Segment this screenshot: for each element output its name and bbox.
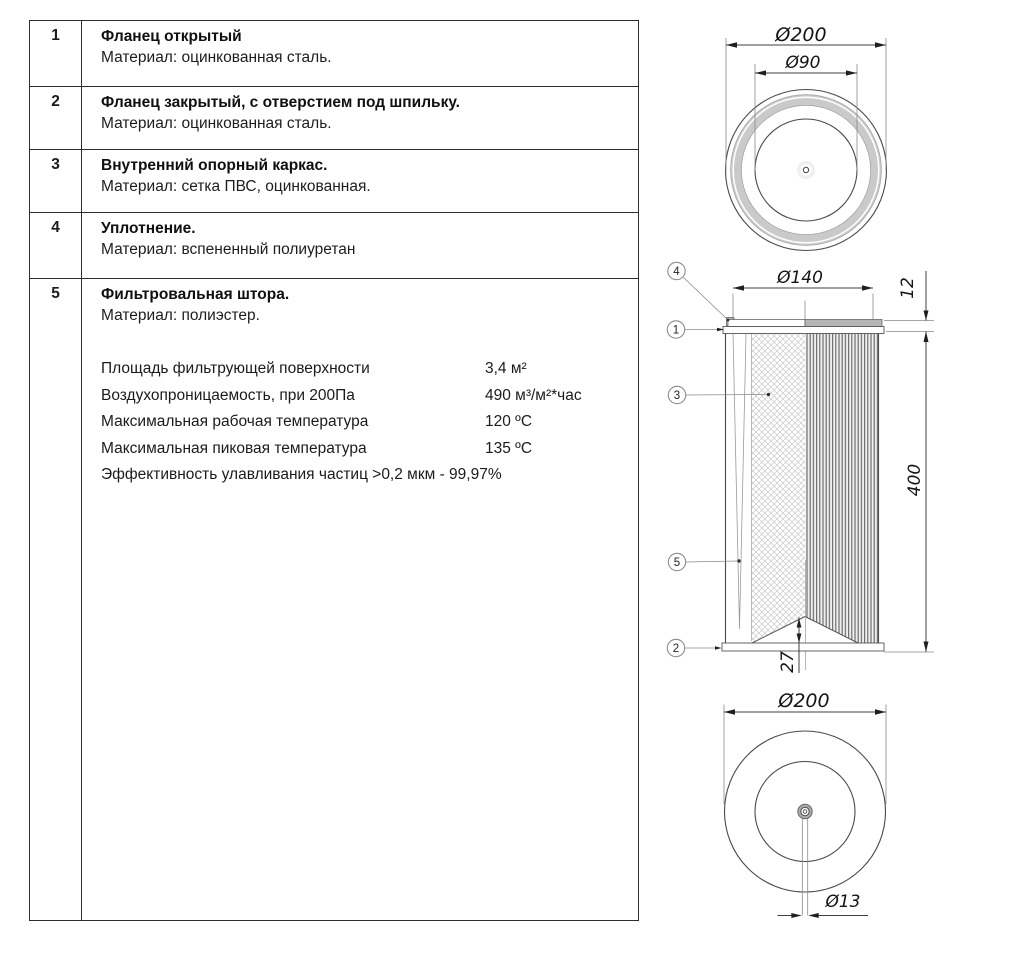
dim-stud-hole-diameter: Ø13 <box>825 892 861 912</box>
center-mark <box>803 167 808 172</box>
top-view <box>726 24 887 251</box>
part-title: Фильтровальная штора. <box>101 286 290 303</box>
dim-inner-diameter: Ø90 <box>785 53 821 73</box>
row-number: 5 <box>30 279 82 920</box>
spec-value: 135 ºС <box>485 439 533 457</box>
row-number: 1 <box>30 21 82 86</box>
support-mesh <box>751 333 805 643</box>
part-material: Материал: сетка ПВС, оцинкованная. <box>101 178 371 195</box>
top-rim <box>723 327 884 334</box>
svg-text:2: 2 <box>672 643 680 655</box>
svg-text:1: 1 <box>672 324 680 337</box>
spec-label: Площадь фильтрующей поверхности <box>101 360 370 377</box>
spec-label: Воздухопроницаемость, при 200Па <box>101 386 355 404</box>
spec-value: 490 м³/м²*час <box>485 386 582 404</box>
svg-text:3: 3 <box>673 390 681 402</box>
dim-flange-height: 12 <box>898 277 918 299</box>
part-title: Уплотнение. <box>101 220 196 237</box>
part-title: Фланец закрытый, с отверстием под шпильку. <box>101 94 460 111</box>
dim-bottom-outer-diameter: Ø200 <box>778 690 830 712</box>
row-number: 2 <box>30 87 82 149</box>
row-number: 4 <box>30 213 82 278</box>
top-flange-left <box>728 320 805 327</box>
bottom-flange <box>722 643 884 651</box>
spec-value: 3,4 м² <box>485 360 527 377</box>
part-material: Материал: вспененный полиуретан <box>101 241 356 258</box>
side-view <box>667 262 934 673</box>
spec-value: 120 ºС <box>485 413 533 430</box>
part-material: Материал: полиэстер. <box>101 307 260 324</box>
part-material: Материал: оцинкованная сталь. <box>101 115 332 132</box>
top-flange-right <box>805 320 882 327</box>
svg-text:4: 4 <box>673 266 680 278</box>
svg-text:5: 5 <box>673 557 681 569</box>
dim-outer-diameter: Ø200 <box>775 24 827 46</box>
part-title: Фланец открытый <box>101 28 242 45</box>
pleated-media <box>805 333 879 643</box>
efficiency-line: Эффективность улавливания частиц >0,2 мкм - 99,97% <box>101 466 502 483</box>
spec-label: Максимальная пиковая температура <box>101 439 367 457</box>
spec-label: Максимальная рабочая температура <box>101 413 369 430</box>
bottom-view <box>724 690 886 918</box>
part-material: Материал: оцинкованная сталь. <box>101 49 332 66</box>
part-title: Внутренний опорный каркас. <box>101 157 328 174</box>
row-number: 3 <box>30 150 82 212</box>
dim-cone-height: 27 <box>778 651 798 673</box>
dim-body-diameter: Ø140 <box>777 268 823 288</box>
curtain-cutaway <box>733 334 746 629</box>
dim-body-height: 400 <box>905 463 925 497</box>
